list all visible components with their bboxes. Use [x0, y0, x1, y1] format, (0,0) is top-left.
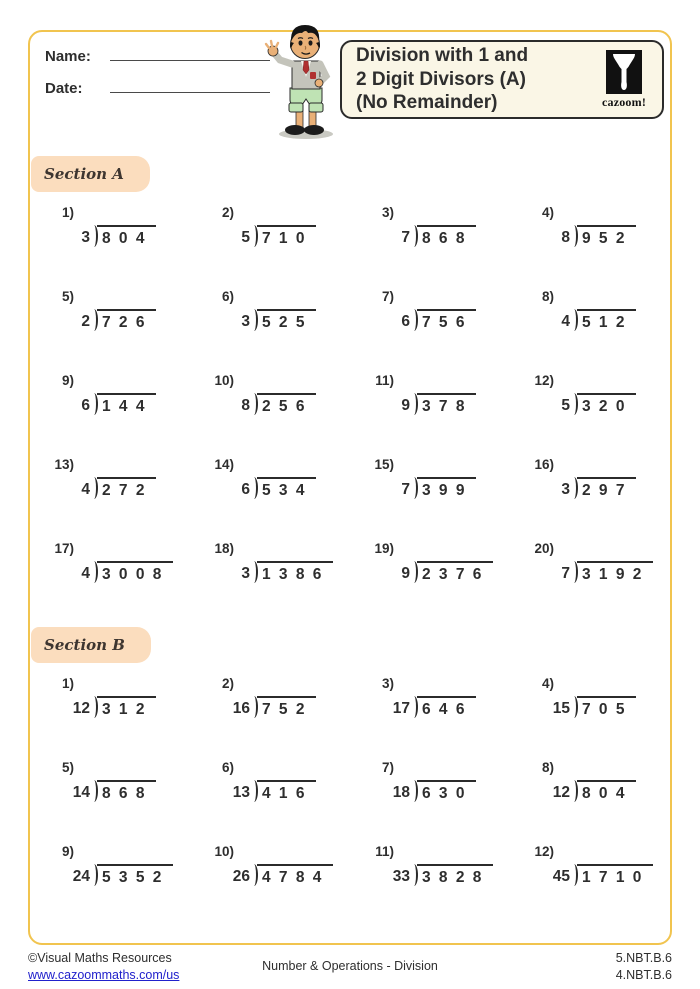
long-division-expression: [530, 864, 670, 888]
problem-cell: [30, 373, 190, 457]
divisor: 7: [561, 565, 570, 582]
problem-cell: [510, 205, 670, 289]
dividend: 5 3 5 2: [97, 864, 173, 888]
long-division-expression: [50, 864, 190, 888]
name-field-row: [45, 48, 270, 80]
problem-number: 17): [54, 541, 74, 556]
divisor: 4: [81, 565, 90, 582]
divisor: 4: [81, 481, 90, 498]
section-title: Section B: [31, 627, 151, 663]
problem-number: 16): [534, 457, 554, 472]
divisor: 16: [232, 700, 250, 717]
problem-number: 12): [534, 373, 554, 388]
problem-cell: [190, 760, 350, 844]
problem-cell: [30, 289, 190, 373]
dividend: 8 0 4: [97, 225, 156, 249]
dividend: 8 6 8: [417, 225, 476, 249]
problem-cell: [350, 760, 510, 844]
divisor: 33: [392, 868, 410, 885]
problem-cell: [30, 676, 190, 760]
long-division-expression: [530, 477, 670, 501]
divisor: 17: [392, 700, 410, 717]
problem-cell: [350, 541, 510, 625]
dividend: 5 2 5: [257, 309, 316, 333]
footer-standards: [616, 950, 672, 984]
worksheet-title-box: [340, 40, 664, 119]
problem-cell: [350, 289, 510, 373]
long-division-expression: [370, 780, 510, 804]
dividend: 5 3 4: [257, 477, 316, 501]
dividend: 9 5 2: [577, 225, 636, 249]
problem-number: 19): [374, 541, 394, 556]
dividend: 7 0 5: [577, 696, 636, 720]
long-division-expression: [370, 309, 510, 333]
worksheet-title: [342, 44, 528, 115]
dividend: 3 1 2: [97, 696, 156, 720]
long-division-expression: [370, 696, 510, 720]
dividend: 3 8 2 8: [417, 864, 493, 888]
dividend: 1 4 4: [97, 393, 156, 417]
problem-number: 8): [541, 760, 554, 775]
divisor: 24: [72, 868, 90, 885]
section: [30, 156, 670, 625]
long-division-expression: [370, 393, 510, 417]
standard-code-2: 4.NBT.B.6: [615, 967, 672, 982]
name-label: Name:: [45, 48, 91, 65]
problem-cell: [510, 541, 670, 625]
dividend: 3 9 9: [417, 477, 476, 501]
problem-number: 5): [61, 289, 74, 304]
divisor: 14: [72, 784, 90, 801]
long-division-expression: [530, 780, 670, 804]
problem-cell: [190, 676, 350, 760]
long-division-expression: [370, 225, 510, 249]
long-division-expression: [50, 393, 190, 417]
problem-number: 7): [381, 289, 394, 304]
long-division-expression: [210, 696, 350, 720]
problem-cell: [30, 205, 190, 289]
problem-number: 9): [61, 844, 74, 859]
problem-number: 2): [221, 676, 234, 691]
problem-number: 6): [221, 289, 234, 304]
title-line-1: Division with 1 and: [356, 45, 529, 67]
long-division-expression: [210, 309, 350, 333]
problem-number: 4): [541, 205, 554, 220]
dividend: 7 2 6: [97, 309, 156, 333]
problem-number: 1): [61, 205, 74, 220]
problem-number: 20): [534, 541, 554, 556]
divisor: 9: [401, 565, 410, 582]
long-division-expression: [210, 780, 350, 804]
problem-cell: [30, 760, 190, 844]
divisor: 9: [401, 397, 410, 414]
problem-cell: [510, 457, 670, 541]
problem-cell: [510, 373, 670, 457]
problem-cell: [350, 676, 510, 760]
section: [30, 625, 670, 928]
long-division-expression: [50, 477, 190, 501]
long-division-expression: [530, 561, 670, 585]
long-division-expression: [50, 225, 190, 249]
problem-grid: [30, 676, 670, 928]
dividend: 3 2 0: [577, 393, 636, 417]
dividend: 3 7 8: [417, 393, 476, 417]
problem-number: 7): [381, 760, 394, 775]
problem-cell: [30, 457, 190, 541]
long-division-expression: [50, 780, 190, 804]
long-division-expression: [530, 696, 670, 720]
problem-number: 12): [534, 844, 554, 859]
problem-number: 9): [61, 373, 74, 388]
copyright-text: ©Visual Maths Resources: [28, 951, 172, 965]
problem-number: 18): [214, 541, 234, 556]
sections: [30, 156, 670, 928]
problem-cell: [190, 373, 350, 457]
problem-cell: [350, 844, 510, 928]
long-division-expression: [210, 393, 350, 417]
dividend: 2 7 2: [97, 477, 156, 501]
name-input-line[interactable]: [110, 48, 270, 61]
dividend: 6 3 0: [417, 780, 476, 804]
title-line-3: (No Remainder): [356, 92, 498, 114]
problem-number: 6): [221, 760, 234, 775]
problem-number: 14): [214, 457, 234, 472]
divisor: 3: [241, 565, 250, 582]
problem-number: 10): [214, 844, 234, 859]
long-division-expression: [370, 864, 510, 888]
title-line-2: 2 Digit Divisors (A): [356, 68, 526, 90]
long-division-expression: [50, 309, 190, 333]
divisor: 26: [232, 868, 250, 885]
divisor: 5: [561, 397, 570, 414]
problem-cell: [30, 844, 190, 928]
long-division-expression: [50, 561, 190, 585]
problem-cell: [510, 844, 670, 928]
dividend: 4 7 8 4: [257, 864, 333, 888]
problem-number: 11): [375, 373, 394, 388]
problem-number: 4): [541, 676, 554, 691]
problem-cell: [190, 289, 350, 373]
dividend: 7 1 0: [257, 225, 316, 249]
problem-cell: [190, 205, 350, 289]
divisor: 3: [561, 481, 570, 498]
dividend: 7 5 6: [417, 309, 476, 333]
boy-mascot-illustration: [258, 20, 350, 142]
divisor: 7: [401, 229, 410, 246]
problem-number: 15): [374, 457, 394, 472]
problem-number: 13): [54, 457, 74, 472]
problem-cell: [510, 760, 670, 844]
dividend: 1 3 8 6: [257, 561, 333, 585]
problem-cell: [350, 373, 510, 457]
long-division-expression: [210, 225, 350, 249]
dividend: 8 0 4: [577, 780, 636, 804]
problem-cell: [510, 676, 670, 760]
problem-number: 3): [381, 205, 394, 220]
long-division-expression: [370, 561, 510, 585]
footer-topic: Number & Operations - Division: [262, 959, 438, 973]
problem-cell: [350, 205, 510, 289]
problem-number: 10): [214, 373, 234, 388]
long-division-expression: [530, 309, 670, 333]
problem-number: 3): [381, 676, 394, 691]
dividend: 3 1 9 2: [577, 561, 653, 585]
divisor: 13: [232, 784, 250, 801]
dividend: 2 3 7 6: [417, 561, 493, 585]
problem-cell: [190, 844, 350, 928]
dividend: 3 0 0 8: [97, 561, 173, 585]
date-label: Date:: [45, 80, 83, 97]
divisor: 12: [552, 784, 570, 801]
divisor: 3: [81, 229, 90, 246]
long-division-expression: [210, 477, 350, 501]
cazoom-drum-icon: [606, 50, 642, 94]
worksheet-header: [30, 32, 670, 156]
dividend: 5 1 2: [577, 309, 636, 333]
divisor: 6: [241, 481, 250, 498]
problem-number: 1): [61, 676, 74, 691]
problem-cell: [190, 457, 350, 541]
divisor: 18: [392, 784, 410, 801]
divisor: 2: [81, 313, 90, 330]
dividend: 4 1 6: [257, 780, 316, 804]
section-title: Section A: [31, 156, 150, 192]
long-division-expression: [530, 225, 670, 249]
problem-number: 5): [61, 760, 74, 775]
divisor: 8: [241, 397, 250, 414]
dividend: 1 7 1 0: [577, 864, 653, 888]
dividend: 7 5 2: [257, 696, 316, 720]
dividend: 6 4 6: [417, 696, 476, 720]
website-link[interactable]: www.cazoommaths.com/us: [28, 967, 180, 982]
long-division-expression: [210, 561, 350, 585]
dividend: 8 6 8: [97, 780, 156, 804]
divisor: 5: [241, 229, 250, 246]
long-division-expression: [210, 864, 350, 888]
page-footer: [28, 950, 672, 984]
problem-cell: [30, 541, 190, 625]
footer-left: [28, 950, 179, 984]
cazoom-wordmark: cazoom!: [601, 94, 647, 109]
page-border: [28, 30, 672, 945]
problem-number: 8): [541, 289, 554, 304]
dividend: 2 9 7: [577, 477, 636, 501]
cazoom-logo: [594, 50, 654, 110]
problem-cell: [350, 457, 510, 541]
problem-cell: [510, 289, 670, 373]
divisor: 4: [561, 313, 570, 330]
date-field-row: [45, 80, 270, 112]
name-date-block: [45, 48, 270, 112]
divisor: 3: [241, 313, 250, 330]
standard-code-1: 5.NBT.B.6: [615, 951, 672, 965]
problem-cell: [190, 541, 350, 625]
problem-grid: [30, 205, 670, 625]
divisor: 6: [401, 313, 410, 330]
problem-number: 2): [221, 205, 234, 220]
long-division-expression: [530, 393, 670, 417]
problem-number: 11): [375, 844, 394, 859]
divisor: 8: [561, 229, 570, 246]
divisor: 6: [81, 397, 90, 414]
divisor: 12: [72, 700, 90, 717]
divisor: 7: [401, 481, 410, 498]
divisor: 15: [552, 700, 570, 717]
dividend: 2 5 6: [257, 393, 316, 417]
long-division-expression: [50, 696, 190, 720]
divisor: 45: [552, 868, 570, 885]
long-division-expression: [370, 477, 510, 501]
date-input-line[interactable]: [110, 80, 270, 93]
